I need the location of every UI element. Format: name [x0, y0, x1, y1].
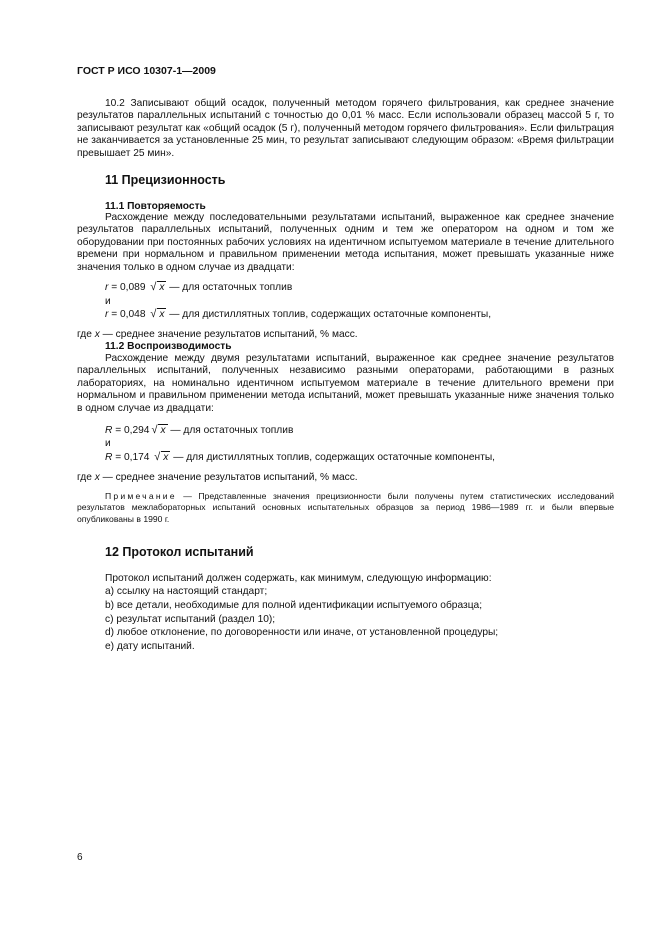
sqrt-x: √ x — [150, 308, 165, 320]
sqrt-x: √ x — [151, 424, 166, 436]
section-11-title: 11 Прецизионность — [105, 173, 226, 187]
document-header: ГОСТ Р ИСО 10307-1—2009 — [77, 65, 216, 77]
list-item: e) дату испытаний. — [105, 641, 195, 653]
where-clause-11-2: где x — среднее значение результатов испытаний, % масс. — [77, 472, 358, 483]
section-12-title: 12 Протокол испытаний — [105, 545, 254, 559]
subsection-11-2-text: Расхождение между двумя результатами испытаний, выраженное как среднее значение результатов параллельных испытаний, полученных независимо разными операторами, работающими в разных лабораториях, на номинально идентичном испытуемом материале в течение длительного времени при нормальном и правильном применении метода испытаний, может превышать указанные ниже значения только в одном случае из двадцати: — [77, 353, 614, 414]
where-clause-11-1: где x — среднее значение результатов испытаний, % масс. — [77, 329, 358, 340]
formula-R-distillate: R = 0,174 √ x — для дистиллятных топлив, содержащих остаточные компоненты, — [105, 451, 496, 463]
list-item: b) все детали, необходимые для полной идентификации испытуемого образца; — [105, 599, 483, 611]
list-item: d) любое отклонение, по договоренности или иначе, от установленной процедуры; — [105, 627, 499, 639]
subsection-11-1-text: Расхождение между последовательными результатами испытаний, выраженное как среднее значение результатов параллельных испытаний, полученных одним и тем же оператором на одном и том же оборудовании при постоянных рабочих условиях на идентичном испытуемом материале в течение длительного времени при нормальном и правильном применении метода испытания, может превышать указанные ниже значения только в одном случае из двадцати: — [77, 212, 614, 273]
list-item: a) ссылку на настоящий стандарт; — [105, 586, 268, 597]
page-number: 6 — [77, 852, 83, 863]
sqrt-x: √ x — [154, 451, 169, 463]
section-12-intro: Протокол испытаний должен содержать, как минимум, следующую информацию: — [105, 573, 492, 584]
and-word: и — [105, 438, 111, 449]
paragraph-10-2: 10.2 Записывают общий осадок, полученный методом горячего фильтрования, как среднее значение результатов параллельных испытаний с точностью до 0,01 % масс. Если использовали образец массой 5 г, то записывают результат как «общий осадок (5 г), полученный методом горячего фильтрования». Если фильтрация не заканчивается за установленные 25 мин, то результат записывают следующим образом: «Время фильтрации превышает 25 мин». — [77, 98, 614, 159]
subsection-11-2-title: 11.2 Воспроизводимость — [105, 341, 232, 352]
subsection-11-1-title: 11.1 Повторяемость — [105, 201, 206, 212]
formula-r-distillate: r = 0,048 √ x — для дистиллятных топлив, содержащих остаточные компоненты, — [105, 308, 492, 320]
sqrt-x: √ x — [150, 281, 165, 293]
report-items-list — [105, 585, 498, 654]
list-item: c) результат испытаний (раздел 10); — [105, 613, 276, 625]
precision-note: Примечание — Представленные значения прецизионности были получены путем статистических исследований результатов межлабораторных испытаний основных испытательных образцов за период 1986—1989 гг. и были впервые опубликованы в 1990 г. — [77, 491, 614, 524]
and-word: и — [105, 296, 111, 307]
formula-R-residual: R = 0,294 √ x — для остаточных топлив — [105, 424, 294, 436]
formula-r-residual: r = 0,089 √ x — для остаточных топлив — [105, 281, 293, 293]
